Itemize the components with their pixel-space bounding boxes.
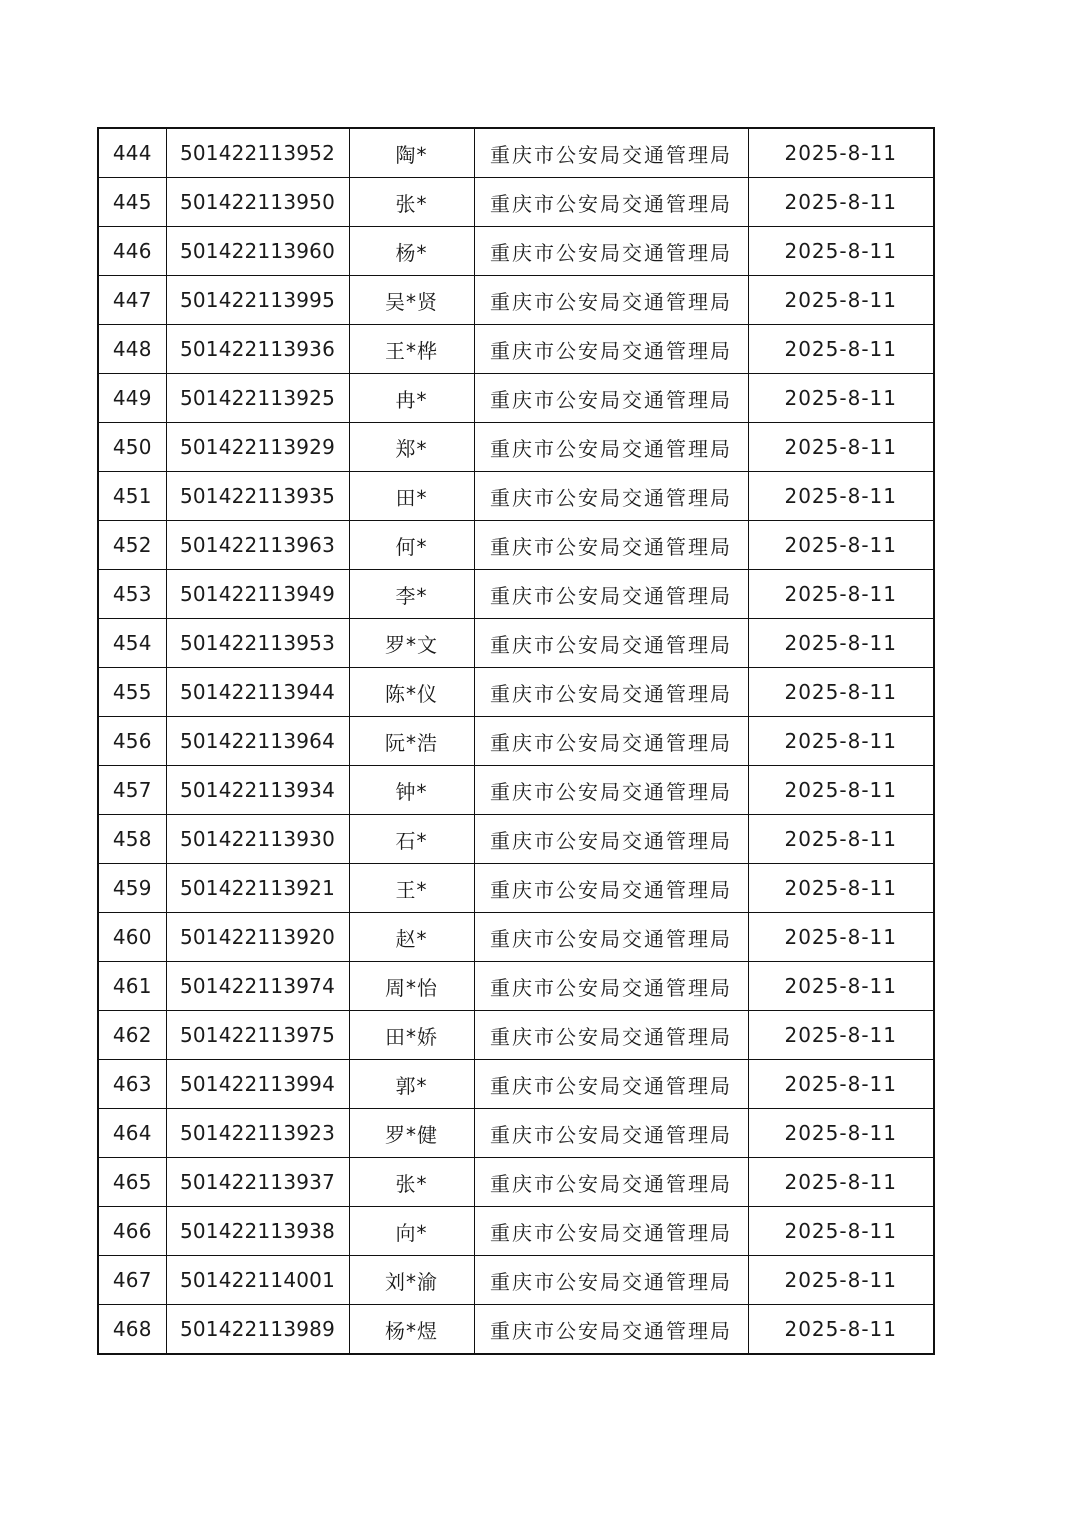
authority-cell: 重庆市公安局交通管理局 xyxy=(474,325,748,374)
authority-cell: 重庆市公安局交通管理局 xyxy=(474,1158,748,1207)
record-number-cell: 501422113952 xyxy=(166,128,349,178)
person-name-cell: 王* xyxy=(349,864,474,913)
record-number-cell: 501422113994 xyxy=(166,1060,349,1109)
record-number-cell: 501422113921 xyxy=(166,864,349,913)
table-row xyxy=(98,521,934,570)
row-index-cell: 464 xyxy=(98,1109,166,1158)
row-index-cell: 467 xyxy=(98,1256,166,1305)
person-name-cell: 阮*浩 xyxy=(349,717,474,766)
authority-cell: 重庆市公安局交通管理局 xyxy=(474,815,748,864)
row-index-cell: 444 xyxy=(98,128,166,178)
table-row xyxy=(98,472,934,521)
date-cell: 2025-8-11 xyxy=(748,913,934,962)
authority-cell: 重庆市公安局交通管理局 xyxy=(474,1305,748,1355)
person-name-cell: 罗*文 xyxy=(349,619,474,668)
row-index-cell: 448 xyxy=(98,325,166,374)
person-name-cell: 张* xyxy=(349,178,474,227)
row-index-cell: 461 xyxy=(98,962,166,1011)
record-number-cell: 501422113934 xyxy=(166,766,349,815)
date-cell: 2025-8-11 xyxy=(748,128,934,178)
table-row xyxy=(98,1305,934,1355)
person-name-cell: 向* xyxy=(349,1207,474,1256)
row-index-cell: 460 xyxy=(98,913,166,962)
person-name-cell: 陶* xyxy=(349,128,474,178)
person-name-cell: 钟* xyxy=(349,766,474,815)
table-row xyxy=(98,1011,934,1060)
record-number-cell: 501422113923 xyxy=(166,1109,349,1158)
table-row xyxy=(98,1207,934,1256)
table-row xyxy=(98,570,934,619)
row-index-cell: 466 xyxy=(98,1207,166,1256)
roster-table-body xyxy=(98,128,934,1354)
date-cell: 2025-8-11 xyxy=(748,570,934,619)
authority-cell: 重庆市公安局交通管理局 xyxy=(474,374,748,423)
record-number-cell: 501422113925 xyxy=(166,374,349,423)
authority-cell: 重庆市公安局交通管理局 xyxy=(474,128,748,178)
row-index-cell: 463 xyxy=(98,1060,166,1109)
table-row xyxy=(98,178,934,227)
authority-cell: 重庆市公安局交通管理局 xyxy=(474,717,748,766)
authority-cell: 重庆市公安局交通管理局 xyxy=(474,1060,748,1109)
table-row xyxy=(98,1109,934,1158)
row-index-cell: 458 xyxy=(98,815,166,864)
record-number-cell: 501422114001 xyxy=(166,1256,349,1305)
roster-table xyxy=(97,127,935,1355)
date-cell: 2025-8-11 xyxy=(748,1011,934,1060)
date-cell: 2025-8-11 xyxy=(748,1207,934,1256)
person-name-cell: 刘*渝 xyxy=(349,1256,474,1305)
table-row xyxy=(98,227,934,276)
date-cell: 2025-8-11 xyxy=(748,766,934,815)
table-row xyxy=(98,325,934,374)
record-number-cell: 501422113950 xyxy=(166,178,349,227)
date-cell: 2025-8-11 xyxy=(748,1256,934,1305)
record-number-cell: 501422113995 xyxy=(166,276,349,325)
row-index-cell: 465 xyxy=(98,1158,166,1207)
date-cell: 2025-8-11 xyxy=(748,423,934,472)
record-number-cell: 501422113930 xyxy=(166,815,349,864)
record-number-cell: 501422113920 xyxy=(166,913,349,962)
date-cell: 2025-8-11 xyxy=(748,374,934,423)
date-cell: 2025-8-11 xyxy=(748,1305,934,1355)
row-index-cell: 454 xyxy=(98,619,166,668)
row-index-cell: 452 xyxy=(98,521,166,570)
authority-cell: 重庆市公安局交通管理局 xyxy=(474,227,748,276)
person-name-cell: 郑* xyxy=(349,423,474,472)
date-cell: 2025-8-11 xyxy=(748,521,934,570)
table-row xyxy=(98,128,934,178)
table-row xyxy=(98,815,934,864)
record-number-cell: 501422113949 xyxy=(166,570,349,619)
table-row xyxy=(98,423,934,472)
row-index-cell: 446 xyxy=(98,227,166,276)
record-number-cell: 501422113936 xyxy=(166,325,349,374)
record-number-cell: 501422113989 xyxy=(166,1305,349,1355)
person-name-cell: 赵* xyxy=(349,913,474,962)
record-number-cell: 501422113964 xyxy=(166,717,349,766)
date-cell: 2025-8-11 xyxy=(748,864,934,913)
record-number-cell: 501422113938 xyxy=(166,1207,349,1256)
date-cell: 2025-8-11 xyxy=(748,1158,934,1207)
row-index-cell: 462 xyxy=(98,1011,166,1060)
row-index-cell: 456 xyxy=(98,717,166,766)
authority-cell: 重庆市公安局交通管理局 xyxy=(474,1109,748,1158)
record-number-cell: 501422113935 xyxy=(166,472,349,521)
row-index-cell: 445 xyxy=(98,178,166,227)
person-name-cell: 张* xyxy=(349,1158,474,1207)
person-name-cell: 田* xyxy=(349,472,474,521)
table-row xyxy=(98,276,934,325)
row-index-cell: 453 xyxy=(98,570,166,619)
table-row xyxy=(98,717,934,766)
date-cell: 2025-8-11 xyxy=(748,668,934,717)
row-index-cell: 457 xyxy=(98,766,166,815)
table-row xyxy=(98,619,934,668)
authority-cell: 重庆市公安局交通管理局 xyxy=(474,1011,748,1060)
date-cell: 2025-8-11 xyxy=(748,815,934,864)
authority-cell: 重庆市公安局交通管理局 xyxy=(474,962,748,1011)
authority-cell: 重庆市公安局交通管理局 xyxy=(474,521,748,570)
person-name-cell: 冉* xyxy=(349,374,474,423)
authority-cell: 重庆市公安局交通管理局 xyxy=(474,913,748,962)
date-cell: 2025-8-11 xyxy=(748,619,934,668)
record-number-cell: 501422113975 xyxy=(166,1011,349,1060)
table-row xyxy=(98,1060,934,1109)
row-index-cell: 451 xyxy=(98,472,166,521)
authority-cell: 重庆市公安局交通管理局 xyxy=(474,619,748,668)
person-name-cell: 田*娇 xyxy=(349,1011,474,1060)
date-cell: 2025-8-11 xyxy=(748,227,934,276)
row-index-cell: 447 xyxy=(98,276,166,325)
record-number-cell: 501422113960 xyxy=(166,227,349,276)
date-cell: 2025-8-11 xyxy=(748,178,934,227)
record-number-cell: 501422113963 xyxy=(166,521,349,570)
row-index-cell: 459 xyxy=(98,864,166,913)
date-cell: 2025-8-11 xyxy=(748,276,934,325)
person-name-cell: 罗*健 xyxy=(349,1109,474,1158)
authority-cell: 重庆市公安局交通管理局 xyxy=(474,766,748,815)
table-row xyxy=(98,766,934,815)
record-number-cell: 501422113974 xyxy=(166,962,349,1011)
date-cell: 2025-8-11 xyxy=(748,325,934,374)
table-row xyxy=(98,962,934,1011)
authority-cell: 重庆市公安局交通管理局 xyxy=(474,1207,748,1256)
person-name-cell: 杨* xyxy=(349,227,474,276)
authority-cell: 重庆市公安局交通管理局 xyxy=(474,864,748,913)
row-index-cell: 455 xyxy=(98,668,166,717)
row-index-cell: 449 xyxy=(98,374,166,423)
date-cell: 2025-8-11 xyxy=(748,717,934,766)
person-name-cell: 周*怡 xyxy=(349,962,474,1011)
person-name-cell: 石* xyxy=(349,815,474,864)
date-cell: 2025-8-11 xyxy=(748,1060,934,1109)
table-row xyxy=(98,374,934,423)
table-row xyxy=(98,864,934,913)
authority-cell: 重庆市公安局交通管理局 xyxy=(474,668,748,717)
record-number-cell: 501422113944 xyxy=(166,668,349,717)
authority-cell: 重庆市公安局交通管理局 xyxy=(474,570,748,619)
table-row xyxy=(98,1158,934,1207)
person-name-cell: 陈*仪 xyxy=(349,668,474,717)
date-cell: 2025-8-11 xyxy=(748,472,934,521)
person-name-cell: 杨*煜 xyxy=(349,1305,474,1355)
record-number-cell: 501422113929 xyxy=(166,423,349,472)
table-row xyxy=(98,668,934,717)
authority-cell: 重庆市公安局交通管理局 xyxy=(474,472,748,521)
authority-cell: 重庆市公安局交通管理局 xyxy=(474,276,748,325)
row-index-cell: 468 xyxy=(98,1305,166,1355)
authority-cell: 重庆市公安局交通管理局 xyxy=(474,423,748,472)
person-name-cell: 李* xyxy=(349,570,474,619)
person-name-cell: 何* xyxy=(349,521,474,570)
person-name-cell: 王*桦 xyxy=(349,325,474,374)
table-row xyxy=(98,913,934,962)
row-index-cell: 450 xyxy=(98,423,166,472)
table-row xyxy=(98,1256,934,1305)
person-name-cell: 吴*贤 xyxy=(349,276,474,325)
record-number-cell: 501422113937 xyxy=(166,1158,349,1207)
authority-cell: 重庆市公安局交通管理局 xyxy=(474,178,748,227)
authority-cell: 重庆市公安局交通管理局 xyxy=(474,1256,748,1305)
person-name-cell: 郭* xyxy=(349,1060,474,1109)
date-cell: 2025-8-11 xyxy=(748,1109,934,1158)
record-number-cell: 501422113953 xyxy=(166,619,349,668)
date-cell: 2025-8-11 xyxy=(748,962,934,1011)
